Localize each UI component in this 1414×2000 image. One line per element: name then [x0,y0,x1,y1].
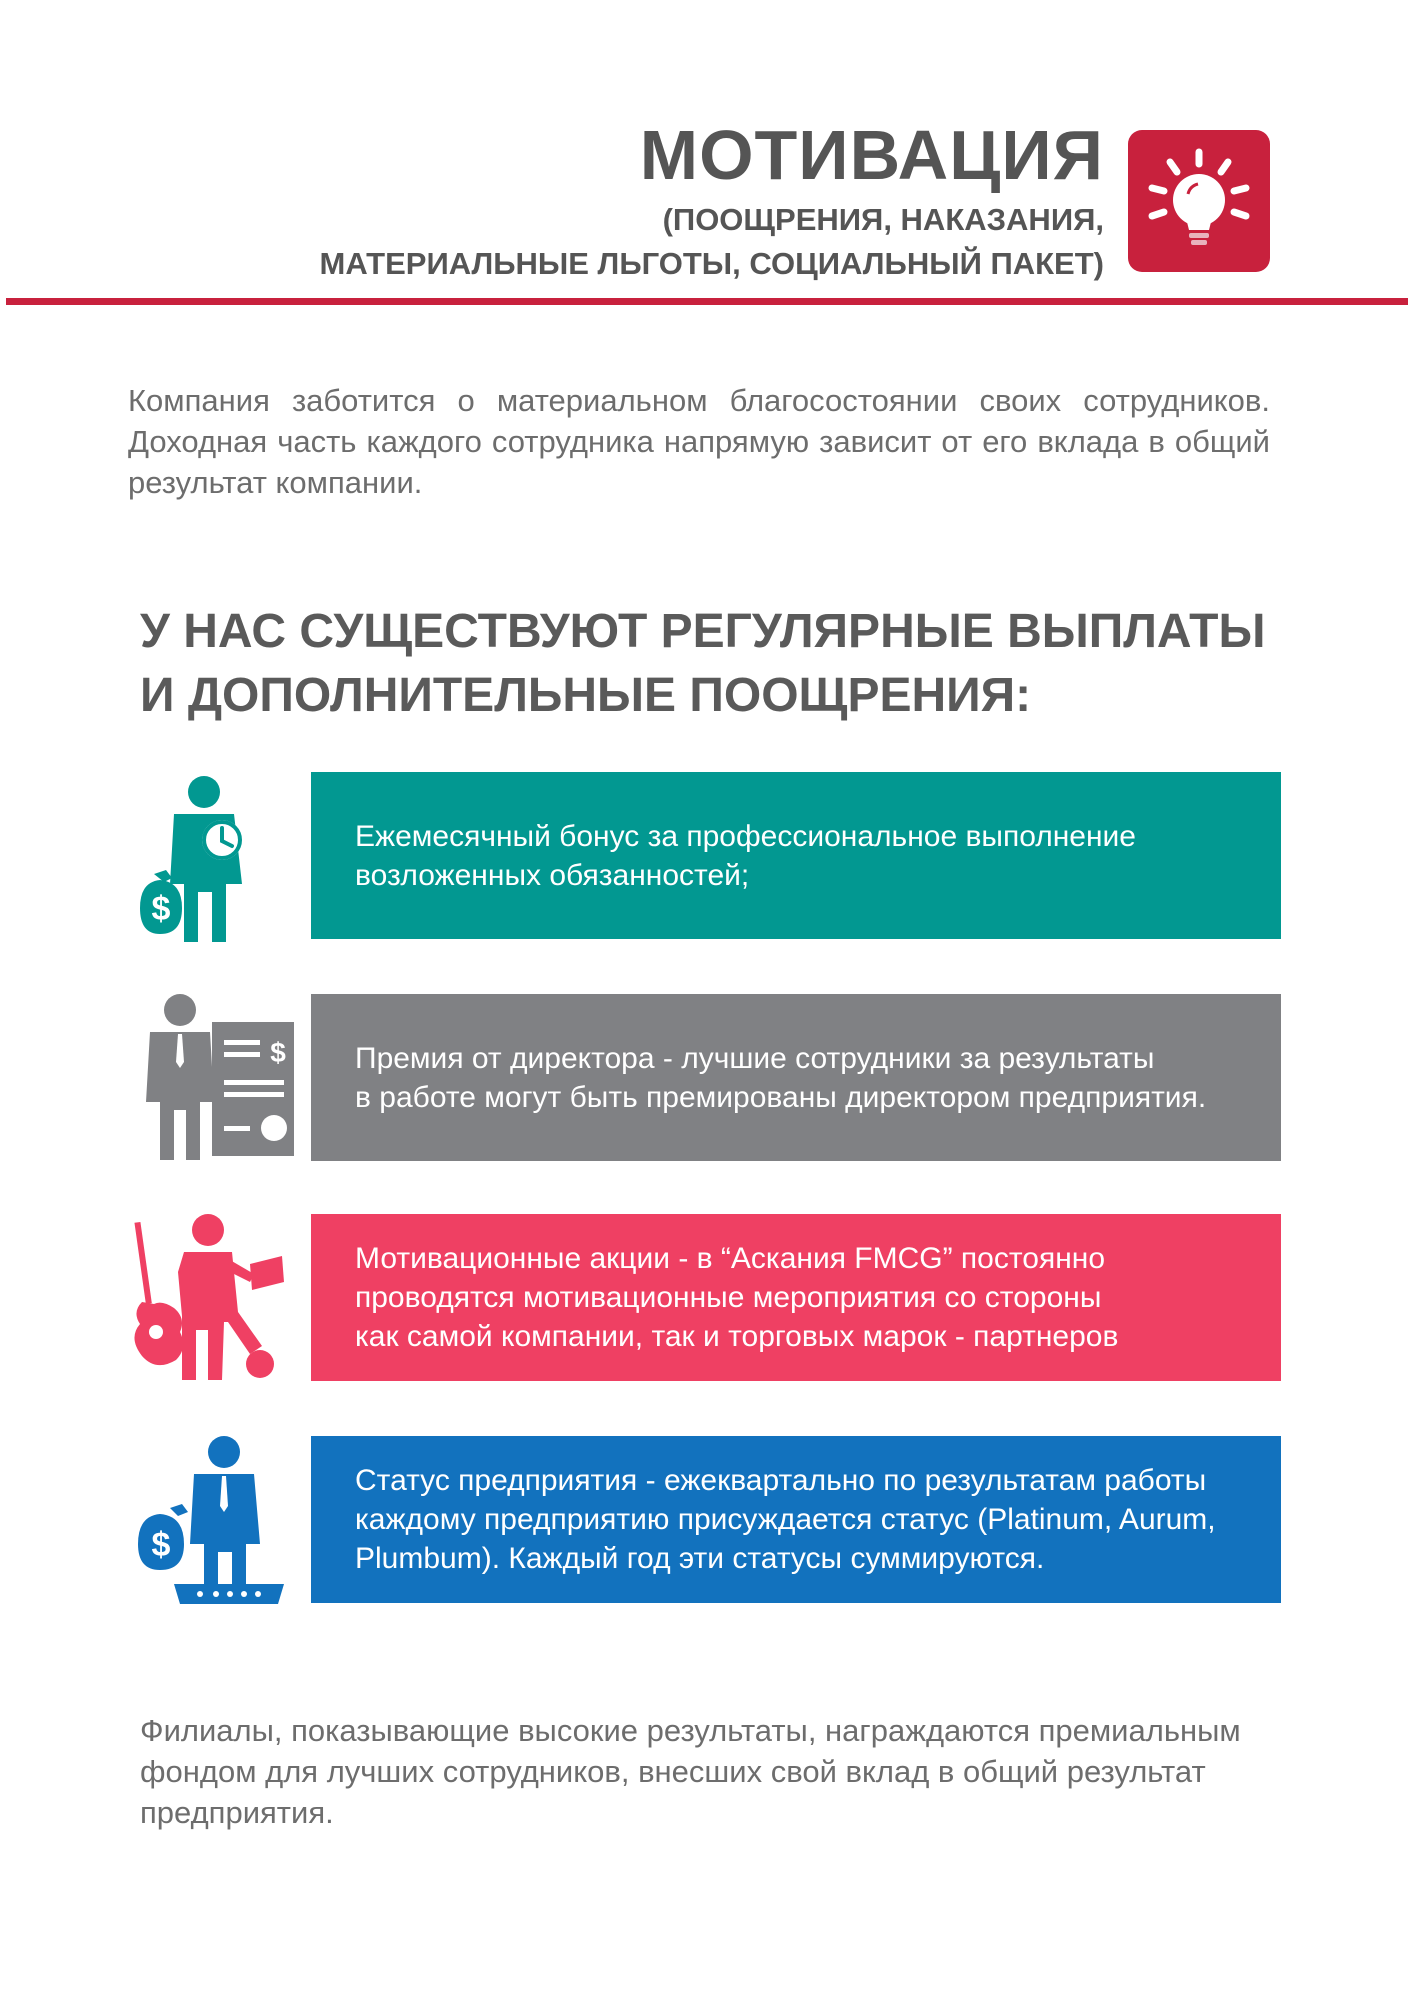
item-text: Статус предприятия - ежеквартально по результатам работы каждому предприятию присуждается статус (Platinum, Aurum, Plumbum). Каждый год эти статусы суммируются. [355,1464,1216,1575]
section-heading-line: И ДОПОЛНИТЕЛЬНЫЕ ПООЩРЕНИЯ: [140,669,1032,722]
lightbulb-icon [1128,130,1270,272]
guitar-football-book-icon [134,1212,294,1382]
item-card-monthly-bonus [311,772,1281,939]
item-card-enterprise-status [311,1436,1281,1603]
businessman-podium-stars-icon [134,1434,294,1604]
subtitle-line: (ПООЩРЕНИЯ, НАКАЗАНИЯ, [662,202,1104,237]
item-text: Ежемесячный бонус за профессиональное выполнение возложенных обязанностей; [355,819,1136,892]
page-header [0,0,1414,310]
lightbulb-badge [1128,130,1270,272]
item-text: Мотивационные акции - в “Аскания FMCG” постоянно проводятся мотивационные мероприятия со стороны как самой компании, так и торговых марок - партнеров [355,1242,1119,1353]
section-heading [140,600,1300,728]
header-divider [6,298,1408,305]
svg-text:$: $ [270,1037,286,1068]
intro-paragraph: Компания заботится о материальном благосостоянии своих сотрудников. Доходная часть каждого сотрудника напрямую зависит от его вклада в общий результат компании. [128,383,1270,500]
item-text: Премия от директора - лучшие сотрудники за результаты в работе могут быть премированы директором предприятия. [355,1041,1207,1114]
page-subtitle [320,198,1105,286]
item-card-director-bonus [311,994,1281,1161]
item-card-motivational-actions [311,1214,1281,1381]
worker-clock-moneybag-icon [134,774,294,944]
subtitle-line: МАТЕРИАЛЬНЫЕ ЛЬГОТЫ, СОЦИАЛЬНЫЙ ПАКЕТ) [319,246,1104,281]
director-certificate-icon [134,992,294,1162]
page-title: МОТИВАЦИЯ [639,116,1104,194]
section-heading-line: У НАС СУЩЕСТВУЮТ РЕГУЛЯРНЫЕ ВЫПЛАТЫ [140,605,1266,658]
svg-text:$: $ [151,1526,171,1564]
outro-paragraph: Филиалы, показывающие высокие результаты, награждаются премиальным фондом для лучших сотрудников, внесших свой вклад в общий результат предприятия. [140,1713,1241,1830]
svg-text:$: $ [151,890,171,928]
